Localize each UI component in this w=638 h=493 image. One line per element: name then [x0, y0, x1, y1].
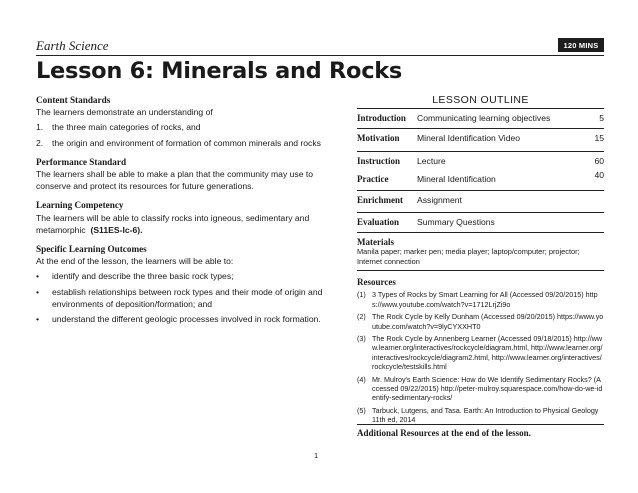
materials-text: Manila paper; marker pen; media player; laptop/computer; projector; Internet connection: [357, 247, 580, 266]
lesson-title: Lesson 6: Minerals and Rocks: [36, 58, 402, 84]
table-row: Instruction Lecture 60: [357, 151, 604, 172]
bullet-icon: •: [36, 314, 40, 325]
outcomes-list: [36, 270, 336, 325]
performance-standard-heading: Performance Standard: [36, 156, 127, 167]
table-row: Introduction Communicating learning objectives 5: [357, 108, 604, 129]
learning-competency-section: [36, 199, 336, 236]
additional-resources-note: Additional Resources at the end of the lesson.: [357, 428, 531, 438]
resources-heading: Resources: [357, 277, 396, 287]
content-standards-heading: Content Standards: [36, 95, 111, 105]
learning-competency-heading: Learning Competency: [36, 200, 124, 211]
bullet-icon: •: [36, 286, 40, 297]
duration-badge: 120 MINS: [558, 38, 604, 52]
list-item: 2. the origin and environment of formation of common minerals and rocks: [36, 137, 321, 148]
content-standards-section: [36, 94, 336, 149]
competency-code: (S11ES-Ic-6).: [90, 224, 143, 235]
subject-label: Earth Science: [36, 38, 109, 53]
page-number: 1: [314, 451, 319, 460]
outcomes-section: [36, 243, 336, 325]
table-row: Motivation Mineral Identification Video 15: [357, 128, 604, 149]
resources-section: [357, 278, 604, 425]
outcomes-intro: At the end of the lesson, the learners will be able to:: [36, 256, 234, 267]
list-item: 1. the three main categories of rocks, and: [36, 122, 201, 133]
table-row: Enrichment Assignment: [357, 190, 604, 211]
lesson-outline-heading: LESSON OUTLINE: [432, 94, 529, 106]
outcomes-heading: Specific Learning Outcomes: [36, 244, 147, 255]
list-item: (4) Mr. Mulroy's Earth Science: How do We Identify Sedimentary Rocks? (Accessed 09/22/2015) http://peter-mulroy.squarespace.com/how-do-we-identify-sedimentary-rocks/: [357, 374, 603, 403]
performance-standard-text: The learners shall be able to make a plan that the community may use to conserve and protect its resources for future generations.: [36, 169, 314, 192]
left-column: [36, 94, 336, 325]
list-item: • understand the different geologic processes involved in rock formation.: [36, 314, 321, 325]
list-item: (1) 3 Types of Rocks by Smart Learning for All (Accessed 09/20/2015) https://www.youtube.com/watch?v=1712LrjZi9o: [357, 290, 598, 309]
list-item: (5) Tarbuck, Lutgens, and Tasa. Earth: An Introduction to Physical Geology 11th ed, 2014: [357, 405, 599, 425]
materials-heading: Materials: [357, 237, 394, 247]
list-item: • identify and describe the three basic rock types;: [36, 271, 234, 282]
learning-competency-text: The learners will be able to classify rocks into igneous, sedimentary and metamorphic: [36, 212, 310, 235]
materials-section: [357, 237, 604, 267]
performance-standard-section: [36, 156, 336, 193]
section-divider: [357, 270, 604, 271]
bullet-icon: •: [36, 271, 40, 282]
table-row: Evaluation Summary Questions: [357, 212, 604, 233]
content-standards-list: [36, 121, 336, 148]
section-divider: [357, 232, 604, 233]
table-row: Practice Mineral Identification 40: [357, 170, 604, 184]
list-item: • establish relationships between rock types and their mode of origin and environments of deposition/formation; and: [36, 286, 323, 309]
content-standards-intro: The learners demonstrate an understanding of: [36, 107, 213, 118]
header-divider: [36, 55, 604, 56]
section-divider: [357, 424, 604, 425]
list-item: (3) The Rock Cycle by Annenberg Learner (Accessed 09/18/2015) http://www.learner.org/interactives/rockcycle/diagram.html, http://www.learner.org/interactives/rockcycle/diagram2.html, http://www.learner.org/interactives/rockcycle/testskills.html: [357, 334, 603, 372]
list-item: (2) The Rock Cycle by Kelly Dunham (Accessed 09/20/2015) https://www.youtube.com/watch?v=9lyCYXXHT0: [357, 312, 604, 331]
